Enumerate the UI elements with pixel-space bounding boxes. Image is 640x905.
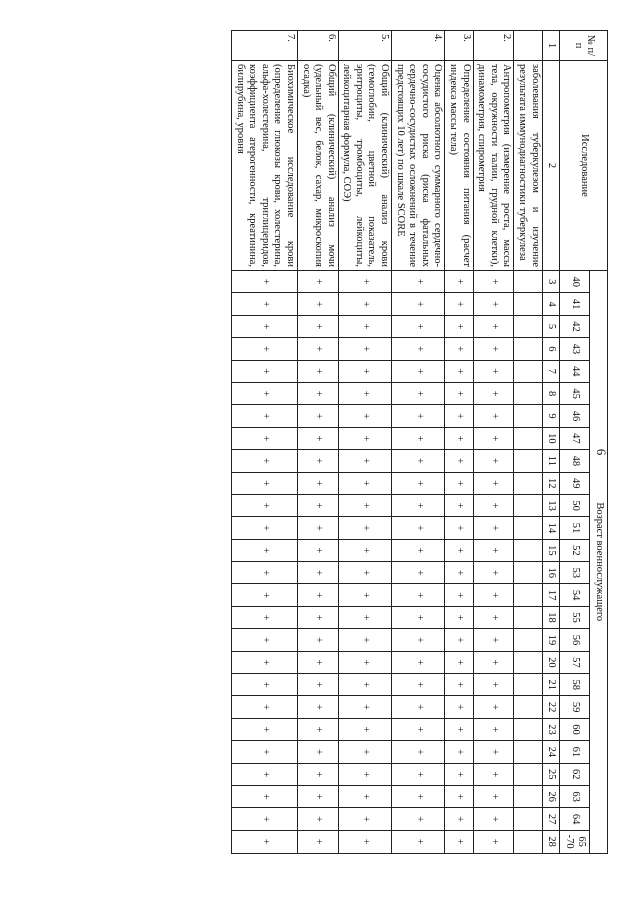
row-mark: + xyxy=(297,808,338,830)
row-mark: + xyxy=(231,785,297,807)
row-mark: + xyxy=(473,271,514,293)
row-mark xyxy=(514,696,542,718)
row-mark: + xyxy=(473,517,514,539)
column-number: 4 xyxy=(542,293,560,315)
row-mark: + xyxy=(392,338,445,360)
row-mark: + xyxy=(297,450,338,472)
row-mark: + xyxy=(231,338,297,360)
row-mark: + xyxy=(297,629,338,651)
column-number: 1 xyxy=(542,31,560,61)
row-mark: + xyxy=(392,629,445,651)
row-mark: + xyxy=(473,450,514,472)
row-mark: + xyxy=(231,539,297,561)
row-mark xyxy=(514,315,542,337)
table-row xyxy=(514,31,542,854)
age-header: 43 xyxy=(560,338,590,360)
row-mark: + xyxy=(392,382,445,404)
age-header: 64 xyxy=(560,808,590,830)
column-number: 17 xyxy=(542,584,560,606)
row-mark: + xyxy=(231,293,297,315)
row-mark: + xyxy=(445,405,473,427)
row-mark: + xyxy=(338,830,391,853)
row-mark: + xyxy=(297,517,338,539)
row-mark: + xyxy=(445,785,473,807)
column-number: 8 xyxy=(542,382,560,404)
row-mark: + xyxy=(297,539,338,561)
row-mark: + xyxy=(338,808,391,830)
row-mark: + xyxy=(338,360,391,382)
age-header: 47 xyxy=(560,427,590,449)
row-mark xyxy=(514,741,542,763)
row-description: заболевания туберкулезом и изучение результата иммунодиагностики туберкулеза xyxy=(514,61,542,271)
row-mark: + xyxy=(231,315,297,337)
row-mark: + xyxy=(392,651,445,673)
row-number: 6. xyxy=(297,31,338,61)
row-mark: + xyxy=(231,830,297,853)
row-mark: + xyxy=(231,562,297,584)
header-row xyxy=(590,31,608,854)
row-mark: + xyxy=(445,629,473,651)
age-header: 55 xyxy=(560,606,590,628)
row-mark: + xyxy=(445,651,473,673)
age-header: 45 xyxy=(560,382,590,404)
row-mark: + xyxy=(338,450,391,472)
row-mark: + xyxy=(231,494,297,516)
row-mark: + xyxy=(445,763,473,785)
column-number: 19 xyxy=(542,629,560,651)
column-number: 27 xyxy=(542,808,560,830)
row-mark: + xyxy=(338,674,391,696)
age-header: 57 xyxy=(560,651,590,673)
row-mark: + xyxy=(445,450,473,472)
row-mark: + xyxy=(297,606,338,628)
column-number: 10 xyxy=(542,427,560,449)
row-mark: + xyxy=(392,472,445,494)
column-number: 24 xyxy=(542,741,560,763)
row-mark: + xyxy=(297,315,338,337)
row-mark: + xyxy=(392,315,445,337)
column-number: 25 xyxy=(542,763,560,785)
row-number xyxy=(514,31,542,61)
row-mark: + xyxy=(338,651,391,673)
row-mark: + xyxy=(445,382,473,404)
row-mark: + xyxy=(231,718,297,740)
row-mark: + xyxy=(338,562,391,584)
row-mark: + xyxy=(338,606,391,628)
row-mark xyxy=(514,830,542,853)
age-header: 63 xyxy=(560,785,590,807)
row-mark: + xyxy=(473,472,514,494)
row-mark: + xyxy=(445,696,473,718)
row-number: 5. xyxy=(338,31,391,61)
row-mark: + xyxy=(392,785,445,807)
row-mark xyxy=(514,763,542,785)
row-mark: + xyxy=(338,293,391,315)
row-mark: + xyxy=(445,517,473,539)
row-mark: + xyxy=(231,427,297,449)
column-number: 3 xyxy=(542,271,560,293)
row-mark xyxy=(514,606,542,628)
row-mark: + xyxy=(473,427,514,449)
row-mark: + xyxy=(297,338,338,360)
row-mark: + xyxy=(297,718,338,740)
column-number: 6 xyxy=(542,338,560,360)
row-mark: + xyxy=(473,808,514,830)
age-header: 56 xyxy=(560,629,590,651)
table-row xyxy=(297,31,338,854)
row-mark: + xyxy=(392,293,445,315)
row-mark: + xyxy=(473,494,514,516)
age-header: 46 xyxy=(560,405,590,427)
row-mark: + xyxy=(338,472,391,494)
row-description: Оценка абсолютного суммарного сердечно-сосудистого риска (риска фатальных сердечно-сосудистых осложнений в течение предстоящих 10 лет) по шкале SCORE xyxy=(392,61,445,271)
row-mark xyxy=(514,494,542,516)
row-mark: + xyxy=(297,674,338,696)
row-mark: + xyxy=(473,606,514,628)
row-mark: + xyxy=(338,696,391,718)
column-number: 5 xyxy=(542,315,560,337)
row-mark xyxy=(514,584,542,606)
row-number: 3. xyxy=(445,31,473,61)
row-description: Определение состояния питания (расчет индекса массы тела) xyxy=(445,61,473,271)
row-mark: + xyxy=(445,494,473,516)
row-mark: + xyxy=(297,651,338,673)
table-row xyxy=(445,31,473,854)
row-mark: + xyxy=(445,539,473,561)
age-header: 54 xyxy=(560,584,590,606)
row-mark xyxy=(514,360,542,382)
age-header: 50 xyxy=(560,494,590,516)
column-number: 23 xyxy=(542,718,560,740)
row-mark xyxy=(514,405,542,427)
row-mark: + xyxy=(231,696,297,718)
page-number: 6 xyxy=(594,448,609,456)
column-number: 22 xyxy=(542,696,560,718)
age-header: 62 xyxy=(560,763,590,785)
age-header: 58 xyxy=(560,674,590,696)
row-mark: + xyxy=(473,315,514,337)
age-header: 51 xyxy=(560,517,590,539)
row-mark: + xyxy=(297,830,338,853)
row-mark: + xyxy=(445,584,473,606)
row-mark: + xyxy=(473,562,514,584)
age-header: 59 xyxy=(560,696,590,718)
row-mark: + xyxy=(297,696,338,718)
row-mark: + xyxy=(392,741,445,763)
row-mark: + xyxy=(473,382,514,404)
row-mark: + xyxy=(392,450,445,472)
row-mark xyxy=(514,629,542,651)
row-mark xyxy=(514,450,542,472)
row-mark xyxy=(514,517,542,539)
row-mark: + xyxy=(231,629,297,651)
row-mark: + xyxy=(338,785,391,807)
row-mark: + xyxy=(445,472,473,494)
row-mark: + xyxy=(445,315,473,337)
row-mark: + xyxy=(392,584,445,606)
row-mark: + xyxy=(231,472,297,494)
study-header: Исследование xyxy=(560,61,608,271)
row-mark xyxy=(514,674,542,696)
row-mark: + xyxy=(473,338,514,360)
row-mark: + xyxy=(231,674,297,696)
row-mark: + xyxy=(392,360,445,382)
row-mark: + xyxy=(338,763,391,785)
row-description: Биохимическое исследование крови (определение глюкозы крови, холестерина, альфа-холестерина, триглицеридов, коэффициента атерогенности, креатинина, билирубина, уровня xyxy=(231,61,297,271)
row-mark: + xyxy=(473,696,514,718)
row-mark: + xyxy=(445,427,473,449)
row-mark xyxy=(514,382,542,404)
row-mark: + xyxy=(231,808,297,830)
row-mark: + xyxy=(231,360,297,382)
row-mark: + xyxy=(473,293,514,315)
row-mark: + xyxy=(473,830,514,853)
age-header: 65 -70 xyxy=(560,830,590,853)
row-mark: + xyxy=(297,405,338,427)
row-mark: + xyxy=(392,606,445,628)
table-row xyxy=(392,31,445,854)
column-number: 12 xyxy=(542,472,560,494)
row-mark xyxy=(514,427,542,449)
row-mark xyxy=(514,293,542,315)
row-mark: + xyxy=(445,271,473,293)
row-description: Общий (клинический) анализ мочи (удельный вес, белок, сахар, микроскопия осадка) xyxy=(297,61,338,271)
row-mark: + xyxy=(445,674,473,696)
age-header: 60 xyxy=(560,718,590,740)
row-mark: + xyxy=(473,405,514,427)
row-mark: + xyxy=(297,382,338,404)
row-mark: + xyxy=(392,405,445,427)
column-number: 13 xyxy=(542,494,560,516)
row-mark: + xyxy=(445,293,473,315)
row-mark xyxy=(514,338,542,360)
row-mark: + xyxy=(392,763,445,785)
row-mark: + xyxy=(445,808,473,830)
examination-table xyxy=(231,30,608,854)
row-mark xyxy=(514,539,542,561)
row-mark: + xyxy=(338,382,391,404)
row-mark: + xyxy=(231,450,297,472)
column-number: 2 xyxy=(542,61,560,271)
row-mark: + xyxy=(392,674,445,696)
row-mark: + xyxy=(392,271,445,293)
row-mark: + xyxy=(473,584,514,606)
row-mark: + xyxy=(338,718,391,740)
row-mark: + xyxy=(231,271,297,293)
column-number: 20 xyxy=(542,651,560,673)
row-mark: + xyxy=(297,584,338,606)
row-mark: + xyxy=(338,494,391,516)
row-mark: + xyxy=(297,472,338,494)
column-number: 7 xyxy=(542,360,560,382)
row-mark: + xyxy=(297,271,338,293)
column-number: 21 xyxy=(542,674,560,696)
age-header: 52 xyxy=(560,539,590,561)
row-mark: + xyxy=(473,629,514,651)
row-mark: + xyxy=(338,427,391,449)
row-mark: + xyxy=(338,539,391,561)
row-mark: + xyxy=(392,562,445,584)
row-mark: + xyxy=(231,382,297,404)
row-mark xyxy=(514,562,542,584)
row-mark: + xyxy=(297,293,338,315)
row-mark: + xyxy=(338,405,391,427)
row-mark: + xyxy=(392,830,445,853)
row-mark: + xyxy=(392,539,445,561)
age-header: 40 xyxy=(560,271,590,293)
column-number: 14 xyxy=(542,517,560,539)
row-mark: + xyxy=(231,517,297,539)
column-number: 15 xyxy=(542,539,560,561)
row-mark: + xyxy=(338,271,391,293)
age-header: 42 xyxy=(560,315,590,337)
row-mark xyxy=(514,651,542,673)
row-mark xyxy=(514,785,542,807)
age-header: 61 xyxy=(560,741,590,763)
row-mark: + xyxy=(392,494,445,516)
row-mark: + xyxy=(445,741,473,763)
row-mark: + xyxy=(297,494,338,516)
row-mark: + xyxy=(231,405,297,427)
row-mark: + xyxy=(338,338,391,360)
row-mark: + xyxy=(338,584,391,606)
row-mark: + xyxy=(392,517,445,539)
column-number: 26 xyxy=(542,785,560,807)
row-mark: + xyxy=(297,360,338,382)
row-mark: + xyxy=(445,562,473,584)
row-mark: + xyxy=(338,315,391,337)
column-number: 9 xyxy=(542,405,560,427)
row-mark: + xyxy=(473,718,514,740)
row-mark: + xyxy=(473,651,514,673)
row-mark: + xyxy=(297,741,338,763)
row-mark: + xyxy=(445,606,473,628)
row-mark: + xyxy=(445,360,473,382)
age-header: 49 xyxy=(560,472,590,494)
row-mark: + xyxy=(297,785,338,807)
row-mark: + xyxy=(392,808,445,830)
table-row xyxy=(473,31,514,854)
column-number: 18 xyxy=(542,606,560,628)
row-mark: + xyxy=(445,830,473,853)
row-number: 2. xyxy=(473,31,514,61)
row-mark xyxy=(514,472,542,494)
row-mark: + xyxy=(392,427,445,449)
row-mark: + xyxy=(231,741,297,763)
row-mark: + xyxy=(473,785,514,807)
row-mark: + xyxy=(231,606,297,628)
row-mark: + xyxy=(297,562,338,584)
row-mark: + xyxy=(473,539,514,561)
age-header: 48 xyxy=(560,450,590,472)
row-mark: + xyxy=(473,360,514,382)
num-header: № п/п xyxy=(560,31,608,61)
row-mark: + xyxy=(392,696,445,718)
row-mark: + xyxy=(473,763,514,785)
row-mark: + xyxy=(473,674,514,696)
row-mark: + xyxy=(297,763,338,785)
column-number: 28 xyxy=(542,830,560,853)
row-mark: + xyxy=(445,718,473,740)
row-description: Общий (клинический) анализ крови (гемоглобин, цветной показатель, эритроциты, тромбоциты, лейкоциты, лейкоцитарная формула, СОЭ) xyxy=(338,61,391,271)
column-number-row xyxy=(542,31,560,854)
row-mark: + xyxy=(297,427,338,449)
age-group-header: Возраст военнослужащего xyxy=(590,271,608,854)
row-mark xyxy=(514,718,542,740)
row-mark: + xyxy=(338,629,391,651)
row-mark: + xyxy=(473,741,514,763)
row-mark: + xyxy=(338,741,391,763)
row-number: 4. xyxy=(392,31,445,61)
row-mark: + xyxy=(231,584,297,606)
row-mark: + xyxy=(392,718,445,740)
row-mark: + xyxy=(445,338,473,360)
row-description: Антропометрия (измерение роста, массы тела, окружности талии, грудной клетки), динамометрия, спирометрия xyxy=(473,61,514,271)
row-mark: + xyxy=(231,763,297,785)
age-header: 41 xyxy=(560,293,590,315)
table-row xyxy=(231,31,297,854)
age-header: 44 xyxy=(560,360,590,382)
row-mark: + xyxy=(338,517,391,539)
table-row xyxy=(338,31,391,854)
row-mark: + xyxy=(231,651,297,673)
row-number: 7. xyxy=(231,31,297,61)
column-number: 11 xyxy=(542,450,560,472)
column-number: 16 xyxy=(542,562,560,584)
age-header: 53 xyxy=(560,562,590,584)
row-mark xyxy=(514,271,542,293)
row-mark xyxy=(514,808,542,830)
